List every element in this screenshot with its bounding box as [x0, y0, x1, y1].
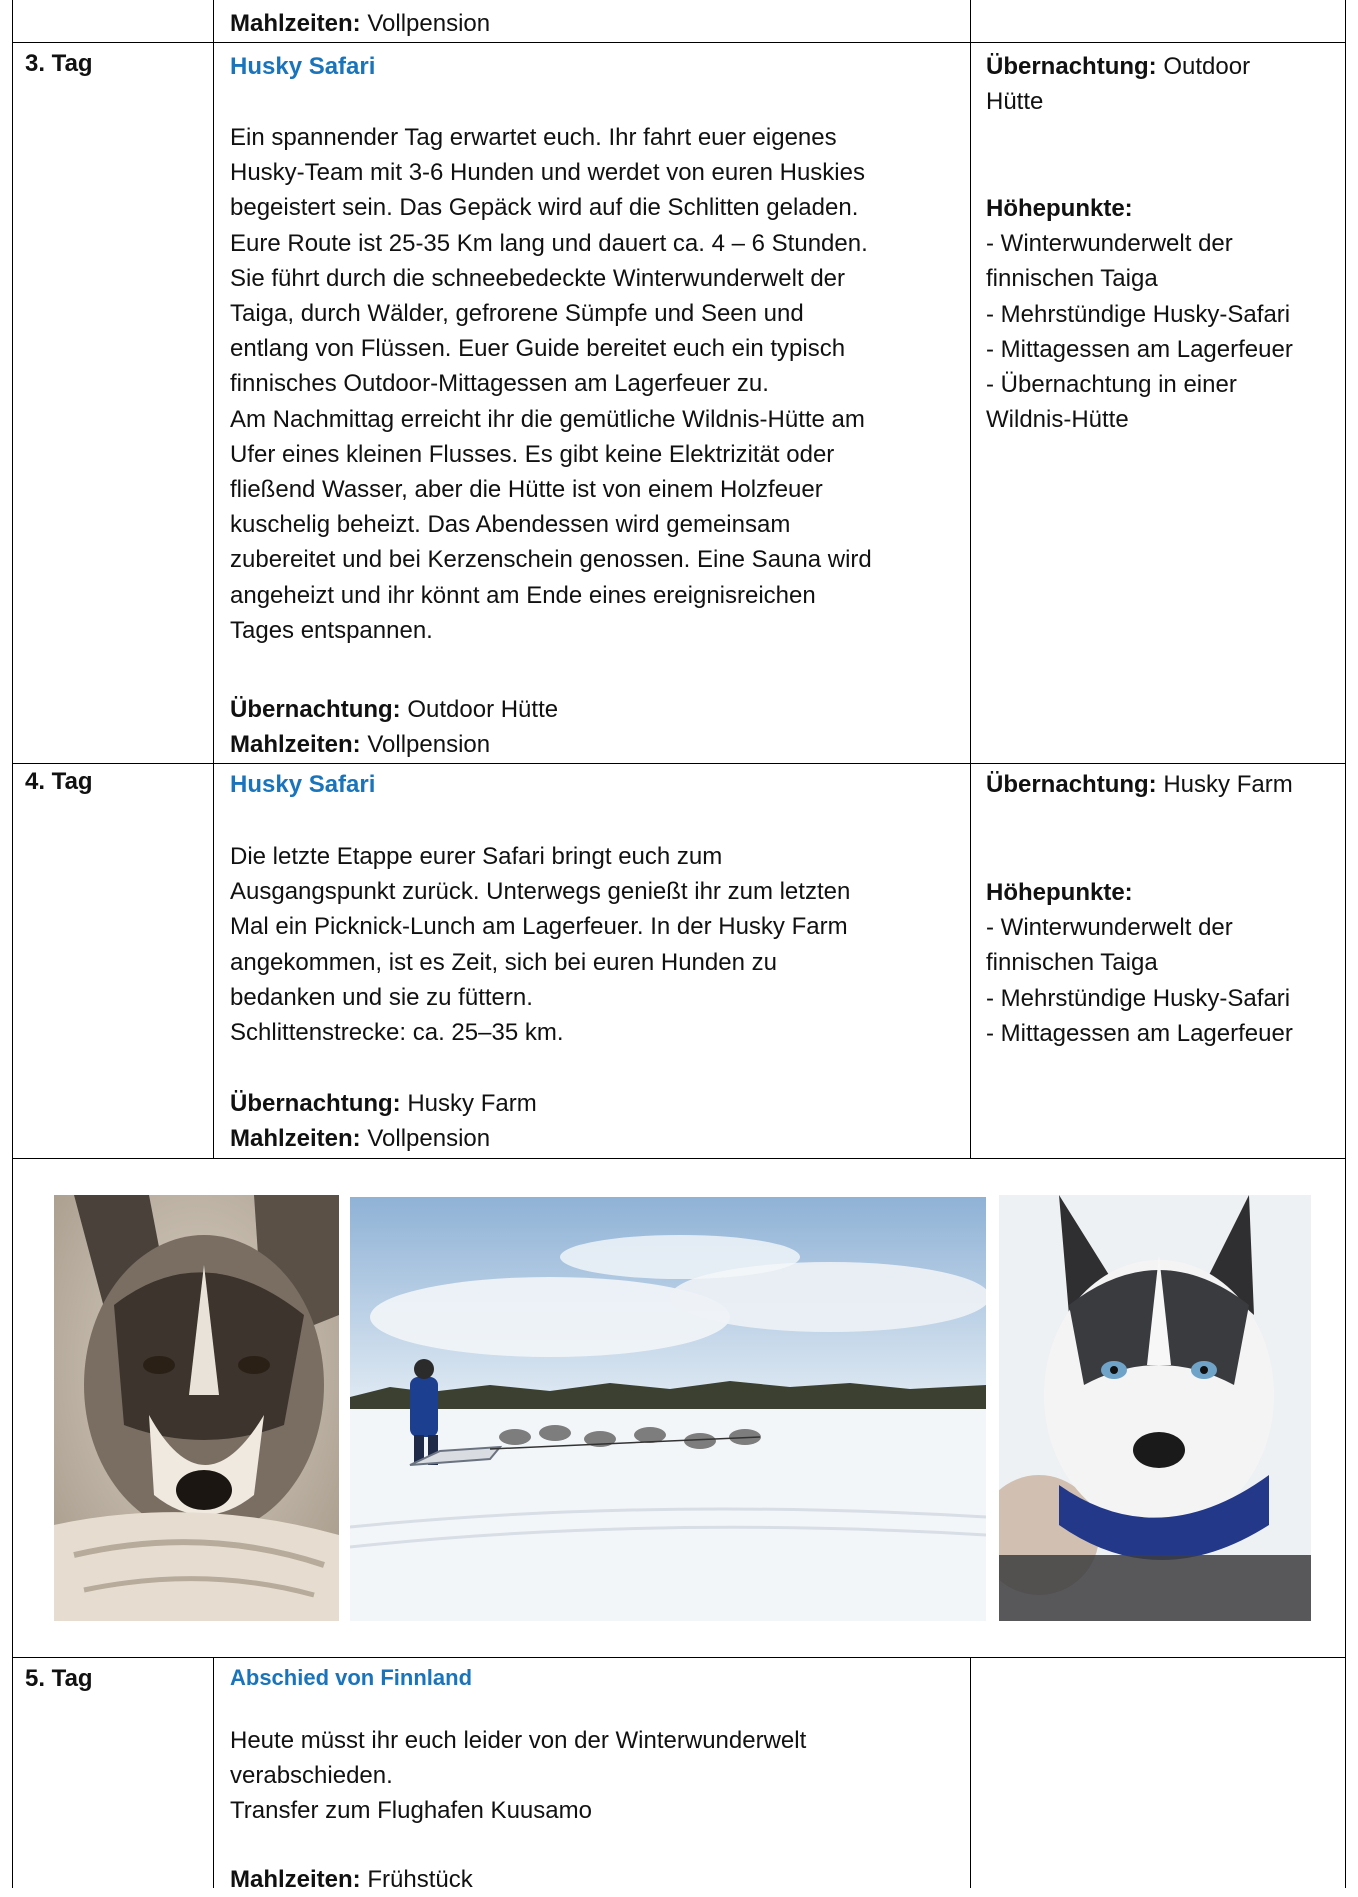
- side-overnight: [986, 49, 1250, 84]
- description-line: finnisches Outdoor-Mittagessen am Lagerfeuer zu.: [230, 370, 769, 398]
- side-overnight-label: Übernachtung:: [986, 771, 1157, 798]
- highlight-item: finnischen Taiga: [986, 265, 1158, 293]
- description-line: Mal ein Picknick-Lunch am Lagerfeuer. In der Husky Farm: [230, 913, 848, 941]
- side-overnight-cont: Hütte: [986, 88, 1044, 116]
- description-line: bedanken und sie zu füttern.: [230, 983, 533, 1011]
- husky-blue-eyes-portrait-icon: [999, 1195, 1311, 1621]
- description-line: zubereitet und bei Kerzenschein genossen. Eine Sauna wird: [230, 546, 872, 574]
- overnight-line: [230, 692, 558, 727]
- day-label: 4. Tag: [25, 768, 93, 795]
- row-separator-2: [12, 763, 1346, 764]
- column-separator-2: [970, 0, 971, 1158]
- side-info: [986, 49, 1250, 119]
- day-description: [230, 120, 872, 648]
- overnight-value: Outdoor Hütte: [400, 696, 559, 723]
- meals-value: Vollpension: [360, 731, 491, 758]
- description-line: kuschelig beheizt. Das Abendessen wird gemeinsam: [230, 511, 791, 539]
- meals-line: [230, 727, 490, 762]
- side-overnight-value: Outdoor: [1156, 53, 1251, 80]
- meals-line: [230, 1862, 473, 1897]
- overnight-line: [230, 1086, 537, 1121]
- overnight-label: Übernachtung:: [230, 1090, 401, 1117]
- highlights-label: Höhepunkte:: [986, 879, 1133, 906]
- highlight-item: - Mehrstündige Husky-Safari: [986, 300, 1291, 328]
- day-title: Abschied von Finnland: [230, 1665, 473, 1690]
- highlight-item: - Mittagessen am Lagerfeuer: [986, 335, 1293, 363]
- column-separator-1: [213, 0, 214, 1158]
- husky-portrait-lying-photo: [54, 1195, 339, 1621]
- day-description: [230, 1723, 806, 1829]
- meals-label: Mahlzeiten:: [230, 10, 361, 37]
- description-line: Tages entspannen.: [230, 616, 433, 644]
- description-line: Ausgangspunkt zurück. Unterwegs genießt ihr zum letzten: [230, 878, 851, 906]
- highlight-item: - Winterwunderwelt der: [986, 914, 1233, 942]
- meals-label: Mahlzeiten:: [230, 731, 361, 758]
- description-line: Am Nachmittag erreicht ihr die gemütliche Wildnis-Hütte am: [230, 405, 865, 433]
- meals-value: Frühstück: [360, 1866, 473, 1893]
- day-title: Husky Safari: [230, 53, 376, 80]
- overnight-label: Übernachtung:: [230, 696, 401, 723]
- description-line: angekommen, ist es Zeit, sich bei euren Hunden zu: [230, 948, 777, 976]
- highlight-item: Wildnis-Hütte: [986, 406, 1129, 434]
- side-overnight-label: Übernachtung:: [986, 53, 1157, 80]
- highlight-item: finnischen Taiga: [986, 949, 1158, 977]
- husky-portrait-lying-icon: [54, 1195, 339, 1621]
- description-line: Transfer zum Flughafen Kuusamo: [230, 1797, 592, 1825]
- day-title: Husky Safari: [230, 771, 376, 798]
- highlight-item: - Winterwunderwelt der: [986, 230, 1233, 258]
- table-border-right: [1345, 0, 1346, 1888]
- column-separator-2-lower: [970, 1657, 971, 1888]
- day-label: 5. Tag: [25, 1665, 93, 1692]
- meals-line: [230, 6, 490, 41]
- column-separator-1-lower: [213, 1657, 214, 1888]
- dog-sled-photo: [350, 1197, 986, 1621]
- side-overnight-value: Husky Farm: [1156, 771, 1293, 798]
- highlight-item: - Mittagessen am Lagerfeuer: [986, 1019, 1293, 1047]
- dog-sled-on-frozen-lake-icon: [350, 1197, 986, 1621]
- description-line: Heute müsst ihr euch leider von der Winterwunderwelt: [230, 1727, 807, 1754]
- description-line: Ein spannender Tag erwartet euch. Ihr fahrt euer eigenes: [230, 124, 837, 151]
- description-line: Die letzte Etappe eurer Safari bringt euch zum: [230, 843, 723, 870]
- row-separator-1: [12, 42, 1346, 43]
- overnight-value: Husky Farm: [400, 1090, 537, 1117]
- day-label: 3. Tag: [25, 50, 93, 77]
- meals-label: Mahlzeiten:: [230, 1125, 361, 1152]
- highlight-item: - Mehrstündige Husky-Safari: [986, 984, 1291, 1012]
- table-border-left: [12, 0, 13, 1888]
- husky-blue-eyes-photo: [999, 1195, 1311, 1621]
- description-line: Schlittenstrecke: ca. 25–35 km.: [230, 1019, 564, 1047]
- description-line: Husky-Team mit 3-6 Hunden und werdet von euren Huskies: [230, 159, 865, 187]
- description-line: Eure Route ist 25-35 Km lang und dauert ca. 4 – 6 Stunden.: [230, 229, 868, 257]
- description-line: begeistert sein. Das Gepäck wird auf die Schlitten geladen.: [230, 194, 859, 222]
- row-separator-3: [12, 1158, 1346, 1159]
- highlight-item: - Übernachtung in einer: [986, 371, 1237, 399]
- highlights: [986, 875, 1293, 1051]
- description-line: angeheizt und ihr könnt am Ende eines ereignisreichen: [230, 581, 816, 609]
- meals-value: Vollpension: [360, 10, 491, 37]
- description-line: Taiga, durch Wälder, gefrorene Sümpfe und Seen und: [230, 300, 804, 328]
- side-overnight: [986, 767, 1293, 802]
- description-line: Sie führt durch die schneebedeckte Winterwunderwelt der: [230, 264, 845, 292]
- highlights: [986, 191, 1293, 437]
- meals-line: [230, 1121, 490, 1156]
- meals-value: Vollpension: [360, 1125, 491, 1152]
- highlights-label: Höhepunkte:: [986, 195, 1133, 222]
- description-line: verabschieden.: [230, 1762, 393, 1790]
- day-description: [230, 839, 850, 1050]
- meals-label: Mahlzeiten:: [230, 1866, 361, 1893]
- description-line: fließend Wasser, aber die Hütte ist von einem Holzfeuer: [230, 476, 823, 504]
- description-line: entlang von Flüssen. Euer Guide bereitet euch ein typisch: [230, 335, 846, 363]
- row-separator-4: [12, 1657, 1346, 1658]
- description-line: Ufer eines kleinen Flusses. Es gibt keine Elektrizität oder: [230, 440, 835, 468]
